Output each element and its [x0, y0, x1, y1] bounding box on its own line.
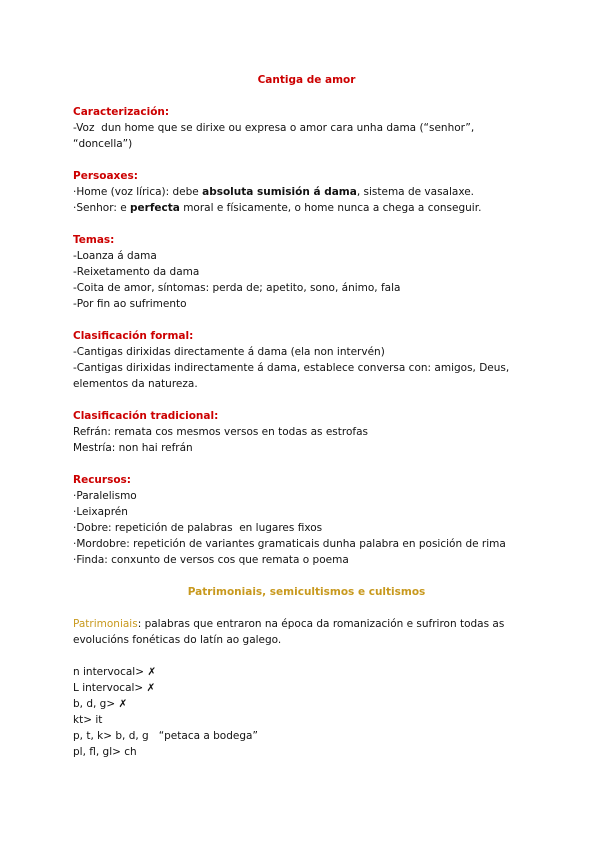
section-caracterizacion [73, 104, 540, 152]
emphasis-text: perfecta [130, 202, 180, 214]
heading-clasificacion-formal: Clasificación formal: [73, 330, 194, 342]
section-recursos [73, 472, 540, 568]
recursos-line: ·Paralelismo [73, 490, 137, 502]
clasificacion-formal-line: -Cantigas dirixidas indirectamente á dama, establece conversa con: amigos, Deus, [73, 362, 510, 374]
section-persoaxes [73, 168, 540, 216]
heading-persoaxes: Persoaxes: [73, 170, 138, 182]
page-title: Cantiga de amor [257, 74, 356, 86]
recursos-line: ·Dobre: repetición de palabras en lugares fixos [73, 522, 323, 534]
rule-line: kt> it [73, 714, 103, 726]
section-patrimoniais [73, 616, 540, 760]
recursos-line: ·Mordobre: repetición de variantes gramaticais dunha palabra en posición de rima [73, 538, 506, 550]
clasificacion-tradicional-line: Refrán: remata cos mesmos versos en todas as estrofas [73, 426, 368, 438]
clasificacion-formal-line: elementos da natureza. [73, 378, 198, 390]
heading-temas: Temas: [73, 234, 115, 246]
heading-recursos: Recursos: [73, 474, 131, 486]
temas-line: -Por fin ao sufrimento [73, 298, 187, 310]
patrimoniais-definition-line: evolucións fonéticas do latín ao galego. [73, 634, 282, 646]
patrimoniais-definition-line [73, 616, 540, 632]
text-fragment: ·Senhor: e [73, 202, 131, 214]
caracterizacion-line: “doncella”) [73, 138, 133, 150]
emphasis-text: absoluta sumisión á dama [202, 186, 357, 198]
rule-line: L intervocal> ✗ [73, 682, 156, 694]
recursos-line: ·Finda: conxunto de versos cos que remata o poema [73, 554, 349, 566]
patrimoniais-label: Patrimoniais [73, 618, 138, 630]
persoaxes-line-senhor [73, 200, 540, 216]
heading-clasificacion-tradicional: Clasificación tradicional: [73, 410, 219, 422]
section-clasificacion-tradicional [73, 408, 540, 456]
persoaxes-line-home [73, 184, 540, 200]
clasificacion-tradicional-line: Mestría: non hai refrán [73, 442, 193, 454]
rule-line: n intervocal> ✗ [73, 666, 157, 678]
temas-line: -Coita de amor, síntomas: perda de; apetito, sono, ánimo, fala [73, 282, 401, 294]
temas-line: -Reixetamento da dama [73, 266, 200, 278]
text-fragment: : palabras que entraron na época da romanización e sufriron todas as [137, 618, 505, 630]
caracterizacion-line: -Voz dun home que se dirixe ou expresa o amor cara unha dama (“senhor”, [73, 122, 475, 134]
rule-line: b, d, g> ✗ [73, 698, 128, 710]
section-clasificacion-formal [73, 328, 540, 392]
text-fragment: moral e físicamente, o home nunca a chega a conseguir. [179, 202, 482, 214]
temas-line: -Loanza á dama [73, 250, 157, 262]
section-temas [73, 232, 540, 312]
spacer [73, 648, 540, 664]
section-title-patrimoniais: Patrimoniais, semicultismos e cultismos [187, 586, 426, 598]
clasificacion-formal-line: -Cantigas dirixidas directamente á dama (ela non intervén) [73, 346, 385, 358]
text-fragment: ·Home (voz lírica): debe [73, 186, 203, 198]
recursos-line: ·Leixaprén [73, 506, 128, 518]
rule-line: p, t, k> b, d, g “petaca a bodega” [73, 730, 258, 742]
heading-caracterizacion: Caracterización: [73, 106, 170, 118]
rule-line: pl, fl, gl> ch [73, 746, 137, 758]
text-fragment: , sistema de vasalaxe. [356, 186, 475, 198]
